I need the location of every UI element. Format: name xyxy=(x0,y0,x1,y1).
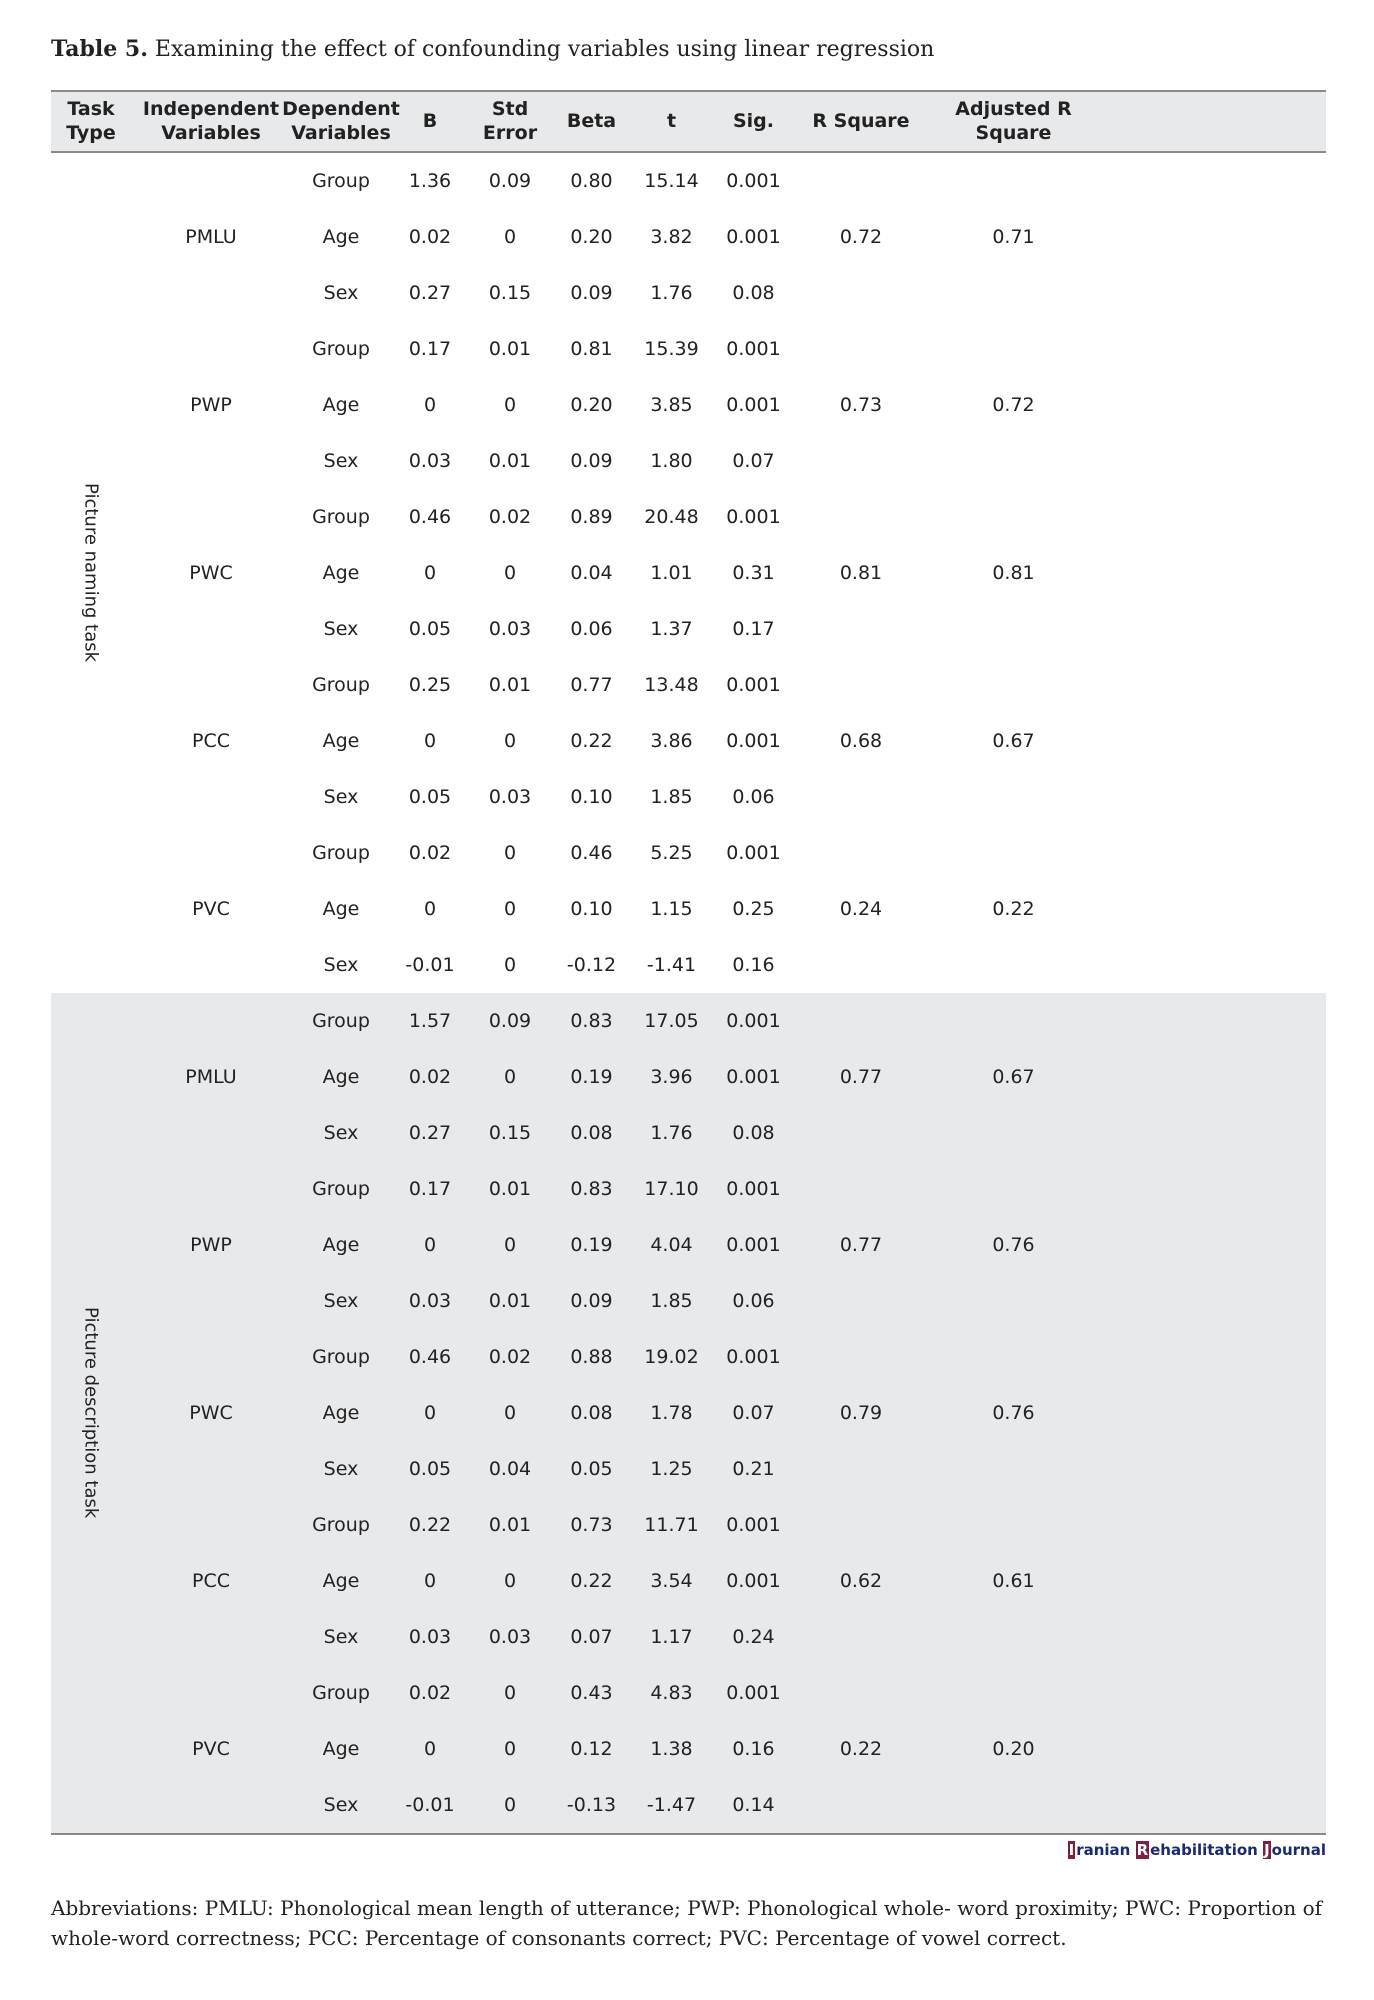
sig-cell: 0.16 xyxy=(732,954,775,976)
table-bottom-rule xyxy=(51,1833,1326,1835)
beta-cell: 0.04 xyxy=(570,562,613,584)
hdr-dependent-variables: Dependent Variables xyxy=(282,97,400,144)
sig-cell: 0.001 xyxy=(726,1178,781,1200)
dependent-variable-cell: Sex xyxy=(323,450,359,472)
dependent-variable-cell: Sex xyxy=(323,618,359,640)
t-cell: 4.04 xyxy=(650,1234,693,1256)
t-cell: 3.82 xyxy=(650,226,693,248)
r-square-cell: 0.77 xyxy=(839,1234,883,1256)
b-cell: -0.01 xyxy=(405,1794,455,1816)
t-cell: 1.76 xyxy=(650,282,693,304)
std-error-cell: 0.09 xyxy=(488,170,532,192)
t-cell: 1.76 xyxy=(650,1122,693,1144)
r-square-cell: 0.22 xyxy=(839,1738,883,1760)
hdr-std-error: Std Error xyxy=(482,97,538,144)
beta-cell: 0.12 xyxy=(570,1738,613,1760)
sig-cell: 0.07 xyxy=(732,450,775,472)
std-error-cell: 0 xyxy=(503,1234,517,1256)
beta-cell: 0.06 xyxy=(570,618,613,640)
beta-cell: 0.09 xyxy=(570,450,613,472)
t-cell: 1.01 xyxy=(650,562,693,584)
t-cell: 11.71 xyxy=(644,1514,699,1536)
t-cell: 1.85 xyxy=(650,786,693,808)
adjusted-r-square-cell: 0.72 xyxy=(992,394,1035,416)
sig-cell: 0.06 xyxy=(732,786,775,808)
b-cell: 0.05 xyxy=(408,1458,452,1480)
hdr-beta: Beta xyxy=(566,109,617,132)
independent-variable-cell: PCC xyxy=(192,730,230,752)
adjusted-r-square-cell: 0.61 xyxy=(992,1570,1035,1592)
table-caption-label: Table 5. xyxy=(51,36,148,62)
r-square-cell: 0.62 xyxy=(839,1570,883,1592)
beta-cell: 0.09 xyxy=(570,282,613,304)
b-cell: 0.46 xyxy=(408,1346,452,1368)
beta-cell: 0.73 xyxy=(570,1514,613,1536)
t-cell: 5.25 xyxy=(650,842,693,864)
dependent-variable-cell: Group xyxy=(312,506,370,528)
journal-logo: I ranian R ehabilitation J ournal xyxy=(1068,1841,1326,1859)
t-cell: 15.39 xyxy=(644,338,699,360)
t-cell: 3.85 xyxy=(650,394,693,416)
std-error-cell: 0.09 xyxy=(488,1010,532,1032)
std-error-cell: 0 xyxy=(503,1682,517,1704)
t-cell: -1.41 xyxy=(646,954,697,976)
dependent-variable-cell: Group xyxy=(312,170,370,192)
beta-cell: 0.08 xyxy=(570,1402,613,1424)
hdr-independent-variables: Independent Variables xyxy=(142,97,280,144)
beta-cell: 0.09 xyxy=(570,1290,613,1312)
std-error-cell: 0 xyxy=(503,1738,517,1760)
dependent-variable-cell: Sex xyxy=(323,954,359,976)
dependent-variable-cell: Sex xyxy=(323,1122,359,1144)
sig-cell: 0.001 xyxy=(726,394,781,416)
sig-cell: 0.001 xyxy=(726,1234,781,1256)
dependent-variable-cell: Age xyxy=(322,226,360,248)
b-cell: 0 xyxy=(423,562,437,584)
beta-cell: 0.46 xyxy=(570,842,613,864)
r-square-cell: 0.72 xyxy=(839,226,883,248)
independent-variable-cell: PMLU xyxy=(185,1066,237,1088)
sig-cell: 0.16 xyxy=(732,1738,775,1760)
t-cell: 3.96 xyxy=(650,1066,693,1088)
task-type-label: Picture naming task xyxy=(80,483,102,663)
std-error-cell: 0 xyxy=(503,1794,517,1816)
t-cell: 1.17 xyxy=(650,1626,693,1648)
b-cell: 0 xyxy=(423,730,437,752)
beta-cell: 0.88 xyxy=(570,1346,613,1368)
independent-variable-cell: PVC xyxy=(192,1738,230,1760)
dependent-variable-cell: Age xyxy=(322,562,360,584)
b-cell: 0 xyxy=(423,1738,437,1760)
sig-cell: 0.31 xyxy=(732,562,775,584)
std-error-cell: 0 xyxy=(503,1570,517,1592)
independent-variable-cell: PVC xyxy=(192,898,230,920)
independent-variable-cell: PWC xyxy=(189,1402,233,1424)
b-cell: 1.36 xyxy=(408,170,452,192)
b-cell: 0 xyxy=(423,394,437,416)
sig-cell: 0.14 xyxy=(732,1794,775,1816)
beta-cell: 0.07 xyxy=(570,1626,613,1648)
hdr-adjusted-r-square: Adjusted R Square xyxy=(955,97,1072,144)
b-cell: 0.03 xyxy=(408,1626,452,1648)
independent-variable-cell: PCC xyxy=(192,1570,230,1592)
beta-cell: 0.22 xyxy=(570,1570,613,1592)
beta-cell: 0.83 xyxy=(570,1178,613,1200)
dependent-variable-cell: Sex xyxy=(323,1458,359,1480)
adjusted-r-square-cell: 0.67 xyxy=(992,1066,1035,1088)
b-cell: 0.02 xyxy=(408,1682,452,1704)
dependent-variable-cell: Group xyxy=(312,338,370,360)
beta-cell: 0.80 xyxy=(570,170,613,192)
hdr-task-type: Task Type xyxy=(66,97,116,144)
r-square-cell: 0.68 xyxy=(839,730,883,752)
std-error-cell: 0.01 xyxy=(488,338,532,360)
adjusted-r-square-cell: 0.76 xyxy=(992,1234,1035,1256)
b-cell: 1.57 xyxy=(408,1010,452,1032)
dependent-variable-cell: Sex xyxy=(323,786,359,808)
t-cell: 1.85 xyxy=(650,1290,693,1312)
adjusted-r-square-cell: 0.81 xyxy=(992,562,1035,584)
b-cell: 0.25 xyxy=(408,674,452,696)
t-cell: 1.78 xyxy=(650,1402,693,1424)
abbreviations-note: Abbreviations: PMLU: Phonological mean length of utterance; PWP: Phonological whole- word proximity; PWC: Proportion of whole-word correctness; PCC: Percentage of consonants correct; PVC: Percentage of vowel correct. xyxy=(51,1896,1323,1950)
dependent-variable-cell: Sex xyxy=(323,1794,359,1816)
task-type-label: Picture description task xyxy=(80,1307,102,1519)
beta-cell: 0.10 xyxy=(570,786,613,808)
std-error-cell: 0.03 xyxy=(488,786,532,808)
beta-cell: 0.20 xyxy=(570,226,613,248)
sig-cell: 0.001 xyxy=(726,1010,781,1032)
independent-variable-cell: PMLU xyxy=(185,226,237,248)
sig-cell: 0.08 xyxy=(732,282,775,304)
beta-cell: 0.19 xyxy=(570,1066,613,1088)
beta-cell: 0.81 xyxy=(570,338,613,360)
r-square-cell: 0.81 xyxy=(839,562,883,584)
std-error-cell: 0.02 xyxy=(488,506,532,528)
sig-cell: 0.06 xyxy=(732,1290,775,1312)
std-error-cell: 0 xyxy=(503,730,517,752)
sig-cell: 0.001 xyxy=(726,842,781,864)
adjusted-r-square-cell: 0.76 xyxy=(992,1402,1035,1424)
beta-cell: 0.08 xyxy=(570,1122,613,1144)
t-cell: 17.05 xyxy=(644,1010,699,1032)
beta-cell: 0.83 xyxy=(570,1010,613,1032)
dependent-variable-cell: Sex xyxy=(323,1290,359,1312)
dependent-variable-cell: Age xyxy=(322,1066,360,1088)
dependent-variable-cell: Age xyxy=(322,394,360,416)
dependent-variable-cell: Age xyxy=(322,1570,360,1592)
t-cell: 1.80 xyxy=(650,450,693,472)
sig-cell: 0.17 xyxy=(732,618,775,640)
r-square-cell: 0.77 xyxy=(839,1066,883,1088)
hdr-b: B xyxy=(422,109,438,132)
std-error-cell: 0.01 xyxy=(488,1290,532,1312)
r-square-cell: 0.73 xyxy=(839,394,883,416)
sig-cell: 0.001 xyxy=(726,226,781,248)
t-cell: 3.86 xyxy=(650,730,693,752)
beta-cell: 0.10 xyxy=(570,898,613,920)
t-cell: 15.14 xyxy=(644,170,699,192)
std-error-cell: 0 xyxy=(503,394,517,416)
std-error-cell: 0.03 xyxy=(488,1626,532,1648)
sig-cell: 0.25 xyxy=(732,898,775,920)
b-cell: 0.03 xyxy=(408,1290,452,1312)
sig-cell: 0.001 xyxy=(726,730,781,752)
dependent-variable-cell: Group xyxy=(312,1682,370,1704)
hdr-r-square: R Square xyxy=(812,109,910,132)
std-error-cell: 0.01 xyxy=(488,674,532,696)
beta-cell: 0.20 xyxy=(570,394,613,416)
table-caption-text: Examining the effect of confounding variables using linear regression xyxy=(154,37,935,62)
std-error-cell: 0 xyxy=(503,1066,517,1088)
dependent-variable-cell: Age xyxy=(322,730,360,752)
hdr-t: t xyxy=(666,109,677,132)
dependent-variable-cell: Group xyxy=(312,1514,370,1536)
t-cell: 1.38 xyxy=(650,1738,693,1760)
b-cell: 0 xyxy=(423,1234,437,1256)
beta-cell: -0.12 xyxy=(566,954,617,976)
dependent-variable-cell: Sex xyxy=(323,1626,359,1648)
b-cell: 0 xyxy=(423,1402,437,1424)
dependent-variable-cell: Age xyxy=(322,1738,360,1760)
std-error-cell: 0.01 xyxy=(488,450,532,472)
t-cell: 1.37 xyxy=(650,618,693,640)
dependent-variable-cell: Age xyxy=(322,1402,360,1424)
independent-variable-cell: PWP xyxy=(190,1234,232,1256)
b-cell: 0.22 xyxy=(408,1514,452,1536)
std-error-cell: 0 xyxy=(503,562,517,584)
b-cell: 0.27 xyxy=(408,282,452,304)
std-error-cell: 0.01 xyxy=(488,1178,532,1200)
sig-cell: 0.07 xyxy=(732,1402,775,1424)
sig-cell: 0.001 xyxy=(726,1346,781,1368)
std-error-cell: 0 xyxy=(503,842,517,864)
t-cell: 1.25 xyxy=(650,1458,693,1480)
b-cell: 0.05 xyxy=(408,786,452,808)
std-error-cell: 0.03 xyxy=(488,618,532,640)
dependent-variable-cell: Age xyxy=(322,1234,360,1256)
independent-variable-cell: PWC xyxy=(189,562,233,584)
sig-cell: 0.21 xyxy=(732,1458,775,1480)
t-cell: -1.47 xyxy=(646,1794,697,1816)
t-cell: 20.48 xyxy=(644,506,699,528)
std-error-cell: 0.15 xyxy=(488,1122,532,1144)
std-error-cell: 0.04 xyxy=(488,1458,532,1480)
dependent-variable-cell: Group xyxy=(312,1346,370,1368)
beta-cell: 0.77 xyxy=(570,674,613,696)
b-cell: -0.01 xyxy=(405,954,455,976)
std-error-cell: 0 xyxy=(503,898,517,920)
t-cell: 13.48 xyxy=(644,674,699,696)
beta-cell: -0.13 xyxy=(566,1794,617,1816)
hdr-sig: Sig. xyxy=(732,109,774,132)
sig-cell: 0.001 xyxy=(726,1570,781,1592)
std-error-cell: 0.02 xyxy=(488,1346,532,1368)
sig-cell: 0.08 xyxy=(732,1122,775,1144)
independent-variable-cell: PWP xyxy=(190,394,232,416)
adjusted-r-square-cell: 0.22 xyxy=(992,898,1035,920)
beta-cell: 0.43 xyxy=(570,1682,613,1704)
b-cell: 0.02 xyxy=(408,1066,452,1088)
b-cell: 0.02 xyxy=(408,842,452,864)
b-cell: 0 xyxy=(423,1570,437,1592)
sig-cell: 0.001 xyxy=(726,506,781,528)
r-square-cell: 0.79 xyxy=(839,1402,883,1424)
sig-cell: 0.001 xyxy=(726,1514,781,1536)
adjusted-r-square-cell: 0.67 xyxy=(992,730,1035,752)
std-error-cell: 0 xyxy=(503,954,517,976)
adjusted-r-square-cell: 0.20 xyxy=(992,1738,1035,1760)
std-error-cell: 0 xyxy=(503,226,517,248)
beta-cell: 0.19 xyxy=(570,1234,613,1256)
std-error-cell: 0.15 xyxy=(488,282,532,304)
beta-cell: 0.05 xyxy=(570,1458,613,1480)
dependent-variable-cell: Age xyxy=(322,898,360,920)
sig-cell: 0.001 xyxy=(726,1682,781,1704)
beta-cell: 0.89 xyxy=(570,506,613,528)
dependent-variable-cell: Group xyxy=(312,842,370,864)
t-cell: 3.54 xyxy=(650,1570,693,1592)
b-cell: 0.03 xyxy=(408,450,452,472)
sig-cell: 0.24 xyxy=(732,1626,775,1648)
table-header xyxy=(51,90,1326,153)
sig-cell: 0.001 xyxy=(726,1066,781,1088)
b-cell: 0.17 xyxy=(408,338,452,360)
dependent-variable-cell: Sex xyxy=(323,282,359,304)
beta-cell: 0.22 xyxy=(570,730,613,752)
t-cell: 17.10 xyxy=(644,1178,699,1200)
b-cell: 0.17 xyxy=(408,1178,452,1200)
b-cell: 0 xyxy=(423,898,437,920)
b-cell: 0.05 xyxy=(408,618,452,640)
r-square-cell: 0.24 xyxy=(839,898,883,920)
std-error-cell: 0.01 xyxy=(488,1514,532,1536)
table-caption xyxy=(51,36,934,62)
dependent-variable-cell: Group xyxy=(312,1010,370,1032)
b-cell: 0.46 xyxy=(408,506,452,528)
b-cell: 0.02 xyxy=(408,226,452,248)
dependent-variable-cell: Group xyxy=(312,1178,370,1200)
sig-cell: 0.001 xyxy=(726,338,781,360)
t-cell: 4.83 xyxy=(650,1682,693,1704)
t-cell: 19.02 xyxy=(644,1346,699,1368)
t-cell: 1.15 xyxy=(650,898,693,920)
dependent-variable-cell: Group xyxy=(312,674,370,696)
b-cell: 0.27 xyxy=(408,1122,452,1144)
std-error-cell: 0 xyxy=(503,1402,517,1424)
sig-cell: 0.001 xyxy=(726,674,781,696)
sig-cell: 0.001 xyxy=(726,170,781,192)
adjusted-r-square-cell: 0.71 xyxy=(992,226,1035,248)
